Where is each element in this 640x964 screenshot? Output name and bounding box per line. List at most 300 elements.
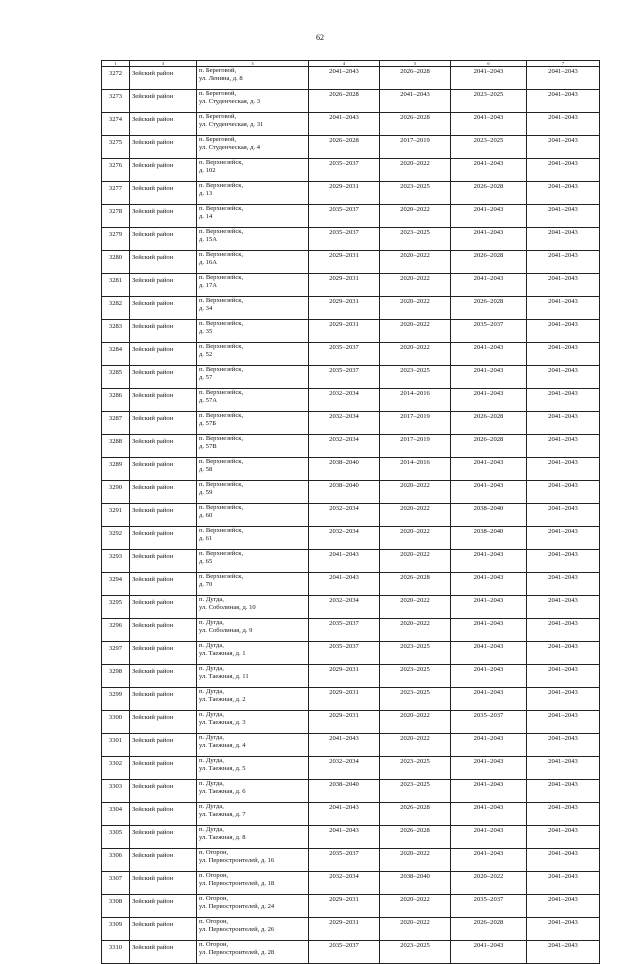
period-col-7: 2041–2043	[527, 481, 600, 504]
table-row	[102, 458, 600, 481]
address-cell	[197, 711, 309, 734]
district-name: Зейский район	[130, 527, 197, 550]
period-col-4: 2038–2040	[309, 481, 380, 504]
address-settlement: п. Верхнезейск,	[199, 412, 244, 419]
address-settlement: п. Дугда,	[199, 619, 224, 626]
address-settlement: п. Дугда,	[199, 780, 224, 787]
address-settlement: п. Верхнезейск,	[199, 274, 244, 281]
register-table	[101, 60, 600, 964]
period-col-4: 2041–2043	[309, 67, 380, 90]
table-row	[102, 826, 600, 849]
period-col-6: 2026–2028	[451, 918, 527, 941]
period-col-4: 2029–2031	[309, 320, 380, 343]
table-row	[102, 67, 600, 90]
period-col-4: 2029–2031	[309, 665, 380, 688]
page-number: 62	[316, 33, 324, 42]
row-number: 3284	[102, 343, 130, 366]
district-name: Зейский район	[130, 90, 197, 113]
period-col-4: 2041–2043	[309, 734, 380, 757]
address-street: ул. Таежная, д. 8	[199, 834, 246, 841]
district-name: Зейский район	[130, 481, 197, 504]
period-col-7: 2041–2043	[527, 412, 600, 435]
table-row	[102, 366, 600, 389]
row-number: 3305	[102, 826, 130, 849]
district-name: Зейский район	[130, 412, 197, 435]
address-cell	[197, 872, 309, 895]
period-col-4: 2041–2043	[309, 550, 380, 573]
address-settlement: п. Огорон,	[199, 849, 229, 856]
address-settlement: п. Береговой,	[199, 113, 237, 120]
row-number: 3282	[102, 297, 130, 320]
address-cell	[197, 849, 309, 872]
period-col-7: 2041–2043	[527, 895, 600, 918]
row-number: 3299	[102, 688, 130, 711]
period-col-6: 2026–2028	[451, 182, 527, 205]
address-cell	[197, 297, 309, 320]
district-name: Зейский район	[130, 711, 197, 734]
period-col-6: 2041–2043	[451, 734, 527, 757]
row-number: 3298	[102, 665, 130, 688]
period-col-4: 2035–2037	[309, 343, 380, 366]
address-cell	[197, 481, 309, 504]
period-col-7: 2041–2043	[527, 366, 600, 389]
period-col-5: 2023–2025	[380, 780, 451, 803]
period-col-6: 2026–2028	[451, 435, 527, 458]
period-col-6: 2035–2037	[451, 895, 527, 918]
row-number: 3281	[102, 274, 130, 297]
period-col-4: 2029–2031	[309, 274, 380, 297]
address-street: ул. Студенческая, д. 4	[199, 144, 261, 151]
period-col-6: 2023–2025	[451, 136, 527, 159]
table-row	[102, 642, 600, 665]
row-number: 3275	[102, 136, 130, 159]
period-col-6: 2026–2028	[451, 412, 527, 435]
period-col-6: 2041–2043	[451, 665, 527, 688]
row-number: 3274	[102, 113, 130, 136]
period-col-7: 2041–2043	[527, 251, 600, 274]
district-name: Зейский район	[130, 757, 197, 780]
district-name: Зейский район	[130, 320, 197, 343]
period-col-4: 2035–2037	[309, 642, 380, 665]
column-number: 1	[102, 61, 130, 67]
table-row	[102, 481, 600, 504]
row-number: 3273	[102, 90, 130, 113]
period-col-7: 2041–2043	[527, 136, 600, 159]
period-col-7: 2041–2043	[527, 688, 600, 711]
address-cell	[197, 941, 309, 964]
period-col-5: 2026–2028	[380, 67, 451, 90]
period-col-4: 2035–2037	[309, 228, 380, 251]
period-col-7: 2041–2043	[527, 205, 600, 228]
address-street: ул. Соболиная, д. 10	[199, 604, 256, 611]
address-street: д. 61	[199, 535, 213, 542]
period-col-6: 2041–2043	[451, 780, 527, 803]
table-row	[102, 665, 600, 688]
period-col-7: 2041–2043	[527, 642, 600, 665]
address-street: ул. Таежная, д. 1	[199, 650, 246, 657]
address-settlement: п. Верхнезейск,	[199, 366, 244, 373]
period-col-4: 2038–2040	[309, 458, 380, 481]
period-col-6: 2041–2043	[451, 458, 527, 481]
period-col-7: 2041–2043	[527, 113, 600, 136]
table-row	[102, 803, 600, 826]
period-col-6: 2026–2028	[451, 251, 527, 274]
address-street: ул. Первостроителей, д. 16	[199, 857, 275, 864]
period-col-4: 2029–2031	[309, 297, 380, 320]
row-number: 3272	[102, 67, 130, 90]
address-settlement: п. Дугда,	[199, 711, 224, 718]
period-col-6: 2041–2043	[451, 274, 527, 297]
row-number: 3280	[102, 251, 130, 274]
table-row	[102, 734, 600, 757]
address-cell	[197, 458, 309, 481]
address-street: ул. Таежная, д. 6	[199, 788, 246, 795]
address-cell	[197, 665, 309, 688]
period-col-6: 2041–2043	[451, 550, 527, 573]
period-col-5: 2020–2022	[380, 159, 451, 182]
district-name: Зейский район	[130, 872, 197, 895]
period-col-6: 2041–2043	[451, 849, 527, 872]
district-name: Зейский район	[130, 619, 197, 642]
table-row	[102, 780, 600, 803]
period-col-5: 2020–2022	[380, 734, 451, 757]
address-cell	[197, 527, 309, 550]
address-street: д. 13	[199, 190, 213, 197]
district-name: Зейский район	[130, 849, 197, 872]
row-number: 3292	[102, 527, 130, 550]
table-row	[102, 297, 600, 320]
period-col-7: 2041–2043	[527, 573, 600, 596]
district-name: Зейский район	[130, 458, 197, 481]
address-street: ул. Таежная, д. 11	[199, 673, 249, 680]
period-col-6: 2041–2043	[451, 688, 527, 711]
table-row	[102, 343, 600, 366]
row-number: 3304	[102, 803, 130, 826]
address-cell	[197, 688, 309, 711]
table-row	[102, 895, 600, 918]
district-name: Зейский район	[130, 642, 197, 665]
address-street: ул. Первостроителей, д. 24	[199, 903, 275, 910]
district-name: Зейский район	[130, 366, 197, 389]
period-col-6: 2041–2043	[451, 113, 527, 136]
address-settlement: п. Дугда,	[199, 596, 224, 603]
period-col-6: 2041–2043	[451, 343, 527, 366]
period-col-5: 2020–2022	[380, 251, 451, 274]
address-cell	[197, 918, 309, 941]
district-name: Зейский район	[130, 113, 197, 136]
period-col-6: 2041–2043	[451, 573, 527, 596]
row-number: 3285	[102, 366, 130, 389]
district-name: Зейский район	[130, 550, 197, 573]
address-cell	[197, 504, 309, 527]
address-street: д. 57	[199, 374, 213, 381]
row-number: 3296	[102, 619, 130, 642]
row-number: 3295	[102, 596, 130, 619]
period-col-4: 2032–2034	[309, 596, 380, 619]
table-row	[102, 941, 600, 964]
address-cell	[197, 274, 309, 297]
district-name: Зейский район	[130, 228, 197, 251]
column-number: 3	[130, 61, 197, 67]
address-street: д. 57Б	[199, 420, 217, 427]
period-col-5: 2020–2022	[380, 504, 451, 527]
period-col-4: 2041–2043	[309, 573, 380, 596]
district-name: Зейский район	[130, 67, 197, 90]
table-row	[102, 872, 600, 895]
district-name: Зейский район	[130, 251, 197, 274]
row-number: 3308	[102, 895, 130, 918]
period-col-7: 2041–2043	[527, 297, 600, 320]
district-name: Зейский район	[130, 389, 197, 412]
period-col-7: 2041–2043	[527, 435, 600, 458]
row-number: 3301	[102, 734, 130, 757]
district-name: Зейский район	[130, 504, 197, 527]
period-col-7: 2041–2043	[527, 504, 600, 527]
period-col-4: 2029–2031	[309, 711, 380, 734]
address-street: ул. Первостроителей, д. 18	[199, 880, 275, 887]
table-row	[102, 849, 600, 872]
district-name: Зейский район	[130, 941, 197, 964]
period-col-7: 2041–2043	[527, 665, 600, 688]
district-name: Зейский район	[130, 573, 197, 596]
period-col-7: 2041–2043	[527, 849, 600, 872]
table-row	[102, 320, 600, 343]
table-row	[102, 435, 600, 458]
period-col-7: 2041–2043	[527, 527, 600, 550]
period-col-4: 2035–2037	[309, 849, 380, 872]
address-settlement: п. Верхнезейск,	[199, 550, 244, 557]
period-col-4: 2029–2031	[309, 251, 380, 274]
district-name: Зейский район	[130, 895, 197, 918]
period-col-7: 2041–2043	[527, 90, 600, 113]
address-street: ул. Таежная, д. 4	[199, 742, 246, 749]
table-body	[102, 61, 600, 964]
period-col-7: 2041–2043	[527, 389, 600, 412]
period-col-5: 2020–2022	[380, 481, 451, 504]
table-row	[102, 504, 600, 527]
address-settlement: п. Верхнезейск,	[199, 504, 244, 511]
address-cell	[197, 182, 309, 205]
table-row	[102, 757, 600, 780]
address-settlement: п. Верхнезейск,	[199, 251, 244, 258]
period-col-6: 2035–2037	[451, 711, 527, 734]
period-col-4: 2032–2034	[309, 504, 380, 527]
address-street: д. 57А	[199, 397, 218, 404]
row-number: 3276	[102, 159, 130, 182]
period-col-6: 2020–2022	[451, 872, 527, 895]
period-col-6: 2041–2043	[451, 389, 527, 412]
period-col-7: 2041–2043	[527, 941, 600, 964]
address-street: д. 52	[199, 351, 213, 358]
address-settlement: п. Верхнезейск,	[199, 458, 244, 465]
address-street: д. 58	[199, 466, 213, 473]
address-street: ул. Таежная, д. 3	[199, 719, 246, 726]
address-settlement: п. Огорон,	[199, 895, 229, 902]
period-col-5: 2017–2019	[380, 136, 451, 159]
period-col-7: 2041–2043	[527, 458, 600, 481]
district-name: Зейский район	[130, 343, 197, 366]
period-col-5: 2014–2016	[380, 458, 451, 481]
district-name: Зейский район	[130, 182, 197, 205]
address-settlement: п. Верхнезейск,	[199, 205, 244, 212]
row-number: 3310	[102, 941, 130, 964]
period-col-6: 2041–2043	[451, 803, 527, 826]
table-row	[102, 159, 600, 182]
column-number: 7	[527, 61, 600, 67]
address-street: д. 60	[199, 512, 213, 519]
district-name: Зейский район	[130, 205, 197, 228]
address-street: ул. Студенческая, д. 31	[199, 121, 264, 128]
row-number: 3277	[102, 182, 130, 205]
address-street: ул. Первостроителей, д. 26	[199, 926, 275, 933]
table-row	[102, 136, 600, 159]
period-col-5: 2023–2025	[380, 757, 451, 780]
period-col-5: 2020–2022	[380, 550, 451, 573]
period-col-6: 2041–2043	[451, 596, 527, 619]
district-name: Зейский район	[130, 734, 197, 757]
row-number: 3307	[102, 872, 130, 895]
address-settlement: п. Верхнезейск,	[199, 297, 244, 304]
district-name: Зейский район	[130, 159, 197, 182]
address-cell	[197, 251, 309, 274]
period-col-4: 2035–2037	[309, 366, 380, 389]
period-col-4: 2032–2034	[309, 389, 380, 412]
column-number: 3	[197, 61, 309, 67]
address-cell	[197, 757, 309, 780]
row-number: 3287	[102, 412, 130, 435]
address-cell	[197, 803, 309, 826]
table-row	[102, 711, 600, 734]
address-street: д. 16А	[199, 259, 218, 266]
address-street: д. 102	[199, 167, 216, 174]
period-col-4: 2032–2034	[309, 435, 380, 458]
period-col-6: 2023–2025	[451, 90, 527, 113]
period-col-6: 2035–2037	[451, 320, 527, 343]
period-col-7: 2041–2043	[527, 918, 600, 941]
period-col-6: 2041–2043	[451, 481, 527, 504]
address-settlement: п. Верхнезейск,	[199, 389, 244, 396]
address-settlement: п. Огорон,	[199, 918, 229, 925]
table-row	[102, 596, 600, 619]
period-col-6: 2026–2028	[451, 297, 527, 320]
address-settlement: п. Береговой,	[199, 136, 237, 143]
period-col-5: 2023–2025	[380, 182, 451, 205]
district-name: Зейский район	[130, 803, 197, 826]
period-col-7: 2041–2043	[527, 734, 600, 757]
table-row	[102, 918, 600, 941]
period-col-7: 2041–2043	[527, 159, 600, 182]
table-row	[102, 205, 600, 228]
address-cell	[197, 90, 309, 113]
district-name: Зейский район	[130, 435, 197, 458]
period-col-5: 2020–2022	[380, 711, 451, 734]
period-col-5: 2023–2025	[380, 642, 451, 665]
period-col-5: 2026–2028	[380, 573, 451, 596]
address-street: ул. Ленина, д. 8	[199, 75, 243, 82]
row-number: 3291	[102, 504, 130, 527]
table-row	[102, 412, 600, 435]
address-cell	[197, 205, 309, 228]
period-col-4: 2035–2037	[309, 619, 380, 642]
period-col-4: 2026–2028	[309, 136, 380, 159]
period-col-6: 2041–2043	[451, 205, 527, 228]
period-col-4: 2032–2034	[309, 527, 380, 550]
period-col-4: 2038–2040	[309, 780, 380, 803]
address-cell	[197, 412, 309, 435]
period-col-7: 2041–2043	[527, 274, 600, 297]
period-col-5: 2020–2022	[380, 297, 451, 320]
address-settlement: п. Дугда,	[199, 642, 224, 649]
period-col-5: 2020–2022	[380, 274, 451, 297]
period-col-5: 2020–2022	[380, 895, 451, 918]
row-number: 3283	[102, 320, 130, 343]
table-row	[102, 182, 600, 205]
period-col-5: 2026–2028	[380, 113, 451, 136]
period-col-5: 2020–2022	[380, 343, 451, 366]
address-cell	[197, 619, 309, 642]
period-col-4: 2035–2037	[309, 205, 380, 228]
period-col-5: 2041–2043	[380, 90, 451, 113]
address-settlement: п. Дугда,	[199, 826, 224, 833]
period-col-6: 2041–2043	[451, 941, 527, 964]
period-col-7: 2041–2043	[527, 757, 600, 780]
address-cell	[197, 642, 309, 665]
period-col-7: 2041–2043	[527, 826, 600, 849]
district-name: Зейский район	[130, 274, 197, 297]
period-col-6: 2041–2043	[451, 826, 527, 849]
period-col-7: 2041–2043	[527, 67, 600, 90]
period-col-6: 2038–2040	[451, 504, 527, 527]
period-col-6: 2041–2043	[451, 67, 527, 90]
district-name: Зейский район	[130, 665, 197, 688]
row-number: 3302	[102, 757, 130, 780]
table-row	[102, 573, 600, 596]
period-col-7: 2041–2043	[527, 550, 600, 573]
period-col-5: 2020–2022	[380, 849, 451, 872]
period-col-4: 2029–2031	[309, 895, 380, 918]
address-street: ул. Студенческая, д. 3	[199, 98, 261, 105]
period-col-4: 2029–2031	[309, 688, 380, 711]
address-cell	[197, 67, 309, 90]
table-row	[102, 251, 600, 274]
address-cell	[197, 895, 309, 918]
address-settlement: п. Верхнезейск,	[199, 228, 244, 235]
period-col-5: 2020–2022	[380, 527, 451, 550]
period-col-6: 2041–2043	[451, 642, 527, 665]
period-col-4: 2041–2043	[309, 803, 380, 826]
table-row	[102, 389, 600, 412]
address-street: д. 59	[199, 489, 213, 496]
period-col-7: 2041–2043	[527, 711, 600, 734]
table-row	[102, 527, 600, 550]
address-cell	[197, 343, 309, 366]
district-name: Зейский район	[130, 780, 197, 803]
address-cell	[197, 435, 309, 458]
address-cell	[197, 734, 309, 757]
address-settlement: п. Верхнезейск,	[199, 573, 244, 580]
address-street: д. 70	[199, 581, 213, 588]
table-row	[102, 688, 600, 711]
period-col-5: 2017–2019	[380, 435, 451, 458]
address-settlement: п. Верхнезейск,	[199, 320, 244, 327]
address-settlement: п. Дугда,	[199, 734, 224, 741]
period-col-7: 2041–2043	[527, 619, 600, 642]
row-number: 3294	[102, 573, 130, 596]
table-row	[102, 113, 600, 136]
address-street: ул. Таежная, д. 7	[199, 811, 246, 818]
period-col-4: 2041–2043	[309, 826, 380, 849]
column-number: 6	[451, 61, 527, 67]
